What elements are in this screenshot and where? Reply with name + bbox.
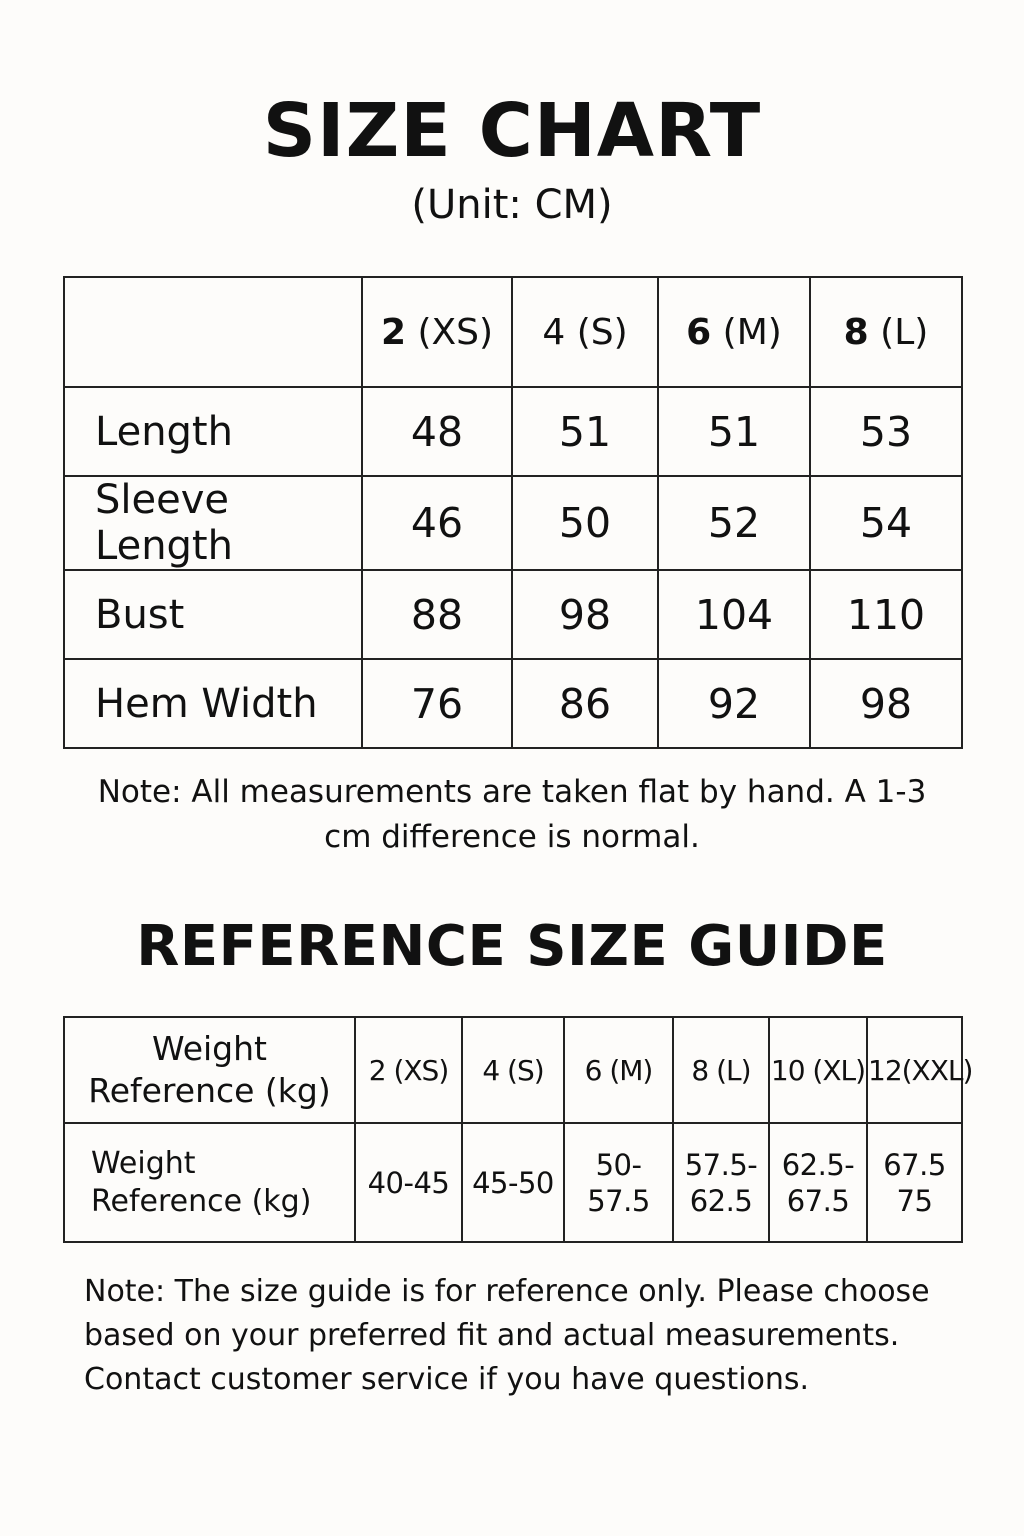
size-header: 4 (S) [512, 277, 658, 387]
table-row [64, 476, 962, 570]
size-header: 12(XXL) [867, 1017, 962, 1123]
table-cell: 45-50 [462, 1123, 564, 1242]
table-cell: 54 [810, 476, 962, 570]
table-cell: 57.5- 62.5 [673, 1123, 769, 1242]
table-row [64, 1123, 962, 1242]
table-cell: 104 [658, 570, 810, 659]
table-cell: 88 [362, 570, 512, 659]
guide-note: Note: The size guide is for reference only. Please choose based on your preferred fit and actual measurements. Contact customer service if you have questions. [84, 1274, 930, 1397]
size-header: 8 (L) [810, 277, 962, 387]
size-header: 8 (L) [673, 1017, 769, 1123]
table-cell: 62.5- 67.5 [769, 1123, 867, 1242]
size-header: 6 (M) [658, 277, 810, 387]
guide-title: REFERENCE SIZE GUIDE [136, 914, 888, 979]
size-header: 6 (M) [564, 1017, 673, 1123]
page-title: SIZE CHART [262, 88, 762, 174]
size-header: 2 (XS) [362, 277, 512, 387]
table-cell: 92 [658, 659, 810, 748]
table-row [64, 659, 962, 748]
reference-size-guide-table [63, 1016, 973, 1243]
size-header: 2 (XS) [355, 1017, 462, 1123]
size-chart-header-row [64, 277, 962, 387]
row-label: Weight Reference (kg) [64, 1123, 355, 1242]
size-chart-table [63, 276, 963, 749]
row-label: Bust [64, 570, 362, 659]
size-header: 10 (XL) [769, 1017, 867, 1123]
table-row [64, 387, 962, 476]
guide-header-row [64, 1017, 962, 1123]
unit-subtitle: (Unit: CM) [411, 182, 613, 228]
table-cell: 67.5 75 [867, 1123, 962, 1242]
table-cell: 98 [810, 659, 962, 748]
measurement-note: Note: All measurements are taken flat by hand. A 1-3 cm difference is normal. [97, 774, 927, 855]
size-header: 4 (S) [462, 1017, 564, 1123]
row-label: Sleeve Length [64, 476, 362, 570]
table-cell: 51 [658, 387, 810, 476]
row-label: Length [64, 387, 362, 476]
table-cell: 53 [810, 387, 962, 476]
table-cell: 98 [512, 570, 658, 659]
table-cell: 50-57.5 [564, 1123, 673, 1242]
table-row [64, 570, 962, 659]
table-cell: 110 [810, 570, 962, 659]
table-cell: 86 [512, 659, 658, 748]
table-cell: 48 [362, 387, 512, 476]
table-cell: 76 [362, 659, 512, 748]
table-cell: 52 [658, 476, 810, 570]
row-label: Hem Width [64, 659, 362, 748]
table-cell: 50 [512, 476, 658, 570]
table-cell: 51 [512, 387, 658, 476]
guide-header-label: Weight Reference (kg) [64, 1017, 355, 1123]
table-cell: 46 [362, 476, 512, 570]
header-empty-cell [64, 277, 362, 387]
table-cell: 40-45 [355, 1123, 462, 1242]
